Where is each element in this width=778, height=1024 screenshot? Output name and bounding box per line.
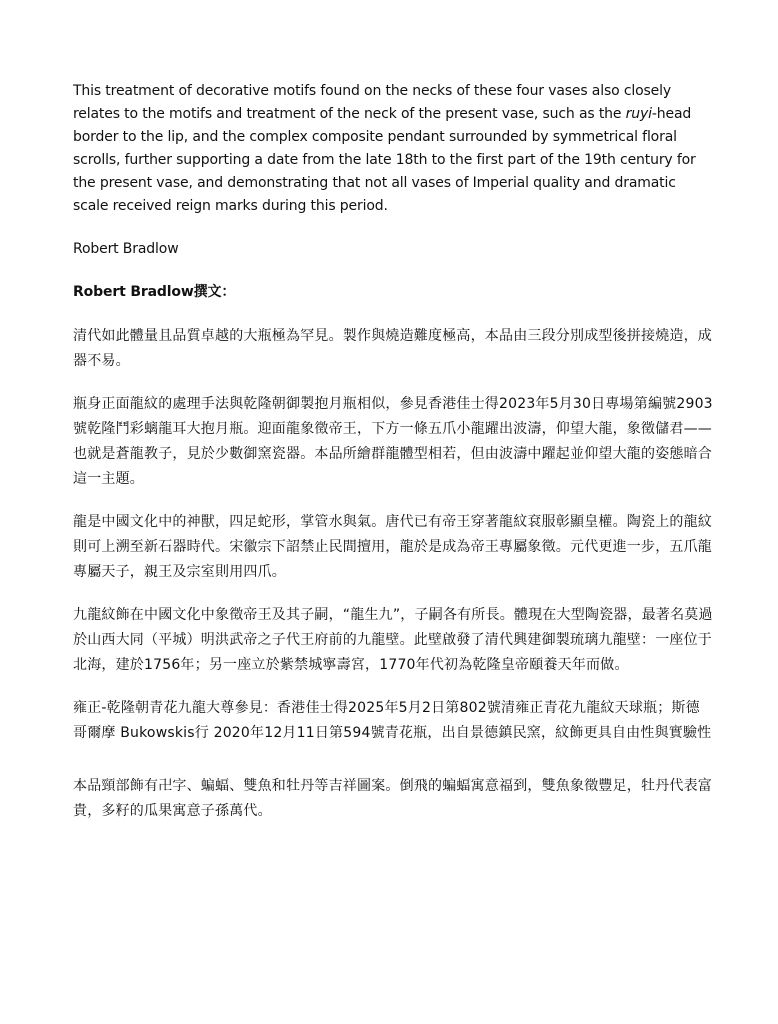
paragraph-zh-dragon-history: 龍是中國文化中的神獸，四足蛇形，掌管水與氣。唐代已有帝王穿著龍紋袞服彰顯皇權。陶瓷上的龍紋則可上溯至新石器時代。宋徽宗下詔禁止民間擅用，龍於是成為帝王專屬象徵。元代更進一步，五爪龍專屬天子，親王及宗室則用四爪。 — [73, 514, 712, 580]
paragraph-zh-neck-motifs: 本品頸部飾有卍字、蝙蝠、雙魚和牡丹等吉祥圖案。倒飛的蝙蝠寓意福到，雙魚象徵豐足，牡丹代表富貴，多籽的瓜果寓意子孫萬代。 — [73, 778, 712, 819]
author-chinese-heading: Robert Bradlow撰文： — [73, 284, 236, 300]
document-page — [73, 80, 713, 842]
paragraph-zh-nine-dragons: 九龍紋飾在中國文化中象徵帝王及其子嗣，“龍生九”，子嗣各有所長。體現在大型陶瓷器，最著名莫過於山西大同（平城）明洪武帝之子代王府前的九龍壁。此壁啟發了清代興建御製琉璃九龍壁：一座位于北海，建於1756年；另一座立於紫禁城寧壽宮，1770年代初為乾隆皇帝頤養天年而做。 — [73, 607, 713, 673]
paragraph-zh-dragon-treatment: 瓶身正面龍紋的處理手法與乾隆朝御製抱月瓶相似，參見香港佳士得2023年5月30日專場第編號2903號乾隆鬥彩螭龍耳大抱月瓶。迎面龍象徵帝王，下方一條五爪小龍躍出波濤，仰望大龍，象徵儲君——也就是蒼龍教子，見於少數御窯瓷器。本品所繪群龍體型相若，但由波濤中躍起並仰望大龍的姿態暗合這一主題。 — [73, 396, 713, 487]
author-name: Robert Bradlow — [73, 241, 179, 257]
paragraph-english-motifs — [73, 80, 713, 218]
spacer — [73, 764, 713, 774]
paragraph-text-part2: -head border to the lip, and the complex composite pendant surrounded by symmetrical floral scrolls, further supporting a date from the late 18th to the first part of the 19th century for the present vase, and demonstrating that not all vases of Imperial quality and dramatic scale received reign marks during this period. — [73, 106, 696, 214]
paragraph-text-part1: This treatment of decorative motifs found on the necks of these four vases also closely relates to the motifs and treatment of the neck of the present vase, such as the — [73, 83, 672, 122]
paragraph-zh-rarity: 清代如此體量且品質卓越的大瓶極為罕見。製作與燒造難度極高，本品由三段分別成型後拼接燒造，成器不易。 — [73, 328, 712, 369]
paragraph-italic-ruyi: ruyi — [625, 106, 652, 122]
paragraph-zh-references: 雍正-乾隆朝青花九龍大尊參見：香港佳士得2025年5月2日第802號清雍正青花九龍紋天球瓶；斯德哥爾摩 Bukowskis行 2020年12月11日第594號青花瓶，出自景德鎮民窯，紋飾更具自由性與實驗性 — [73, 700, 712, 741]
